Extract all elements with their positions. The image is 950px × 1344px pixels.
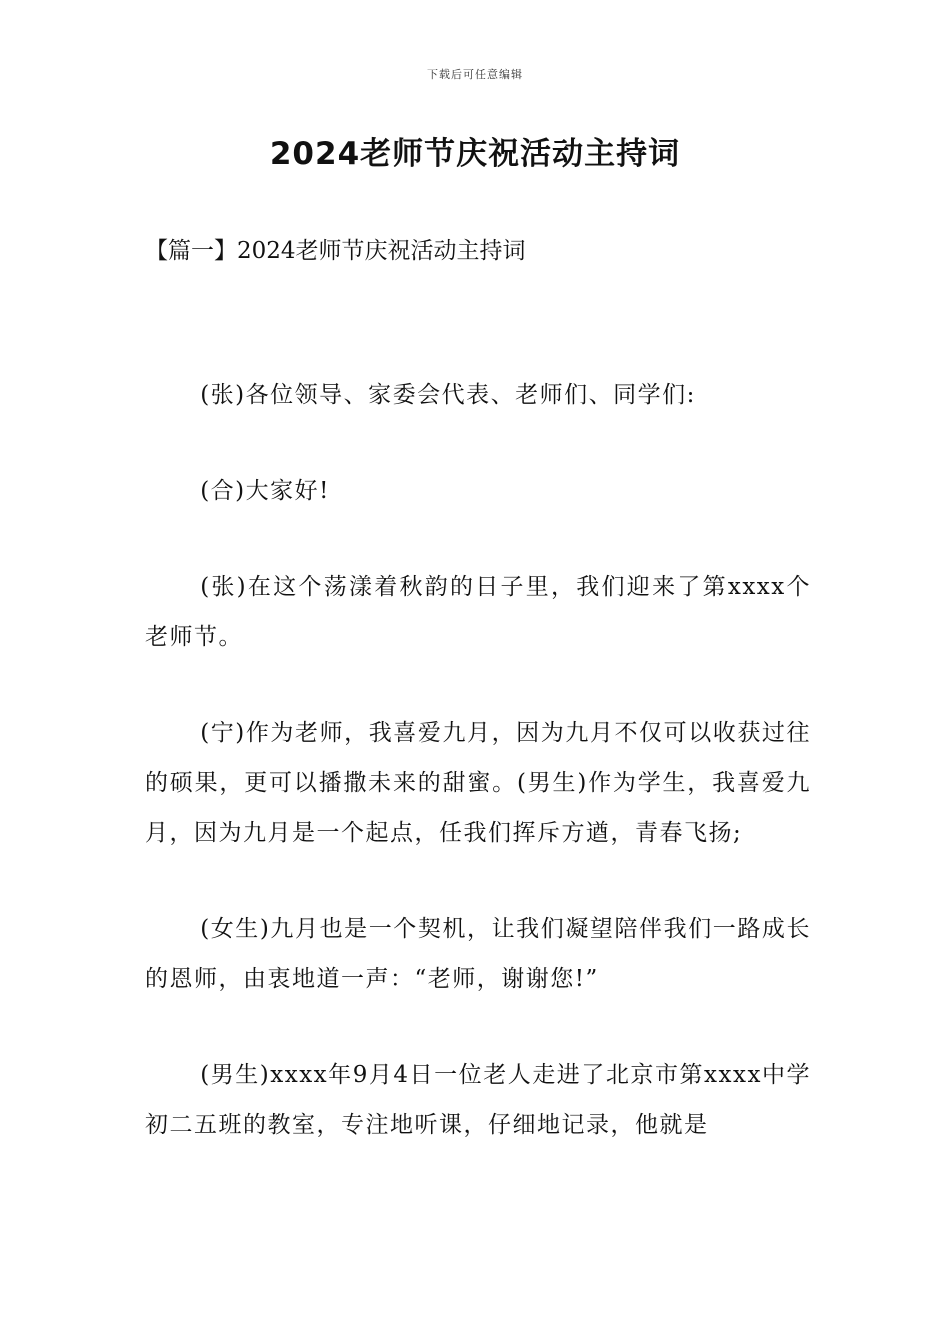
paragraph: (宁)作为老师，我喜爱九月，因为九月不仅可以收获过往的硕果，更可以播撒未来的甜蜜。(男生)作为学生，我喜爱九月，因为九月是一个起点，任我们挥斥方遒，青春飞扬; [145,720,811,846]
paragraph: (张)各位领导、家委会代表、老师们、同学们: [200,382,696,408]
header-note: 下载后可任意编辑 [427,68,523,81]
body-text [145,370,811,1196]
paragraph: (女生)九月也是一个契机，让我们凝望陪伴我们一路成长的恩师，由衷地道一声：“老师，谢谢您!” [145,916,811,992]
paragraph: (男生)xxxx年9月4日一位老人走进了北京市第xxxx中学初二五班的教室，专注地听课，仔细地记录，他就是 [145,1062,811,1138]
section-heading: 【篇一】2024老师节庆祝活动主持词 [145,238,526,264]
paragraph: (张)在这个荡漾着秋韵的日子里，我们迎来了第xxxx个老师节。 [145,574,811,650]
paragraph: (合)大家好! [200,478,330,504]
document-title: 2024老师节庆祝活动主持词 [269,136,681,172]
